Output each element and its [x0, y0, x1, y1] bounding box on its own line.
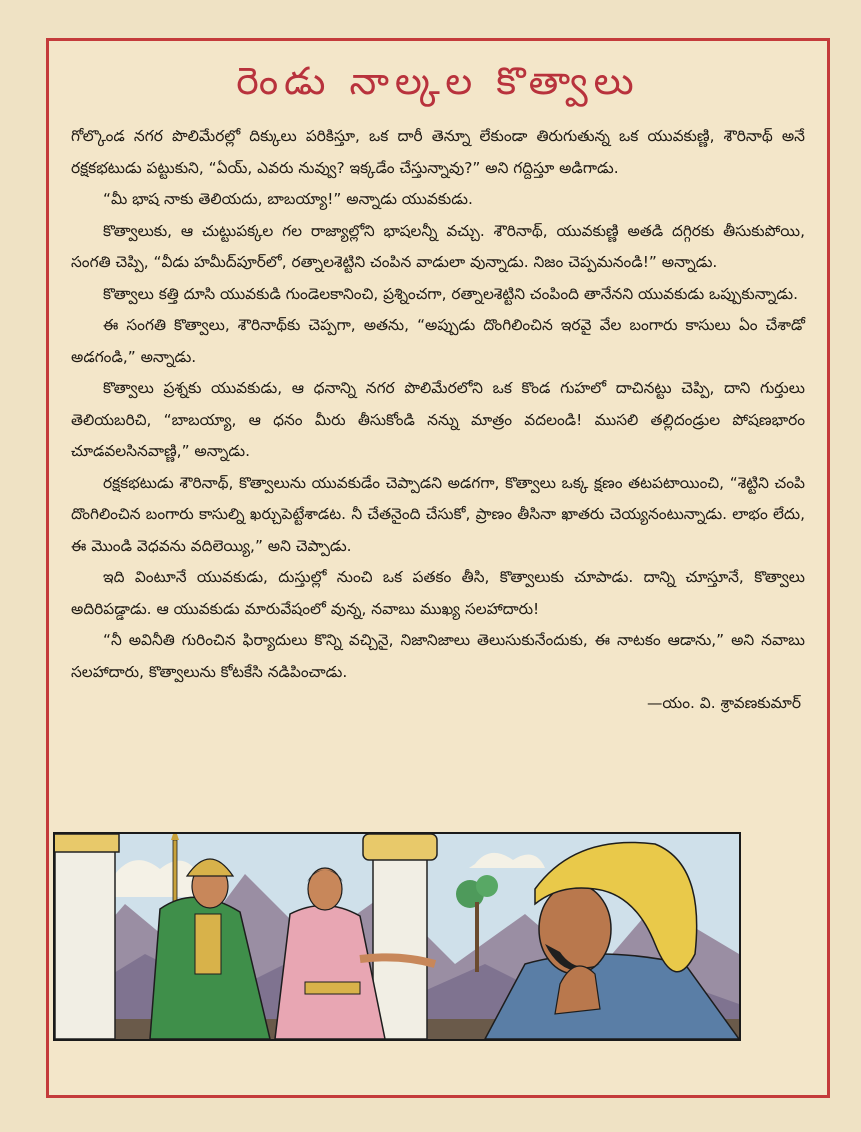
- paragraph-6: కొత్వాలు ప్రశ్నకు యువకుడు, ఆ ధనాన్ని నగర పొలిమేరలోని ఒక కొండ గుహలో దాచినట్టు చెప్పి, దాని గుర్తులు తెలియబరిచి, “బాబయ్యా, ఆ ధనం మీరు తీసుకోండి నన్ను మాత్రం వదలండి! ముసలి తల్లిదండ్రుల పోషణభారం చూడవలసినవాణ్ణి,” అన్నాడు.: [71, 379, 805, 460]
- kotwal-face: [539, 884, 611, 974]
- tree-foliage: [476, 875, 498, 897]
- illustration-scene: [55, 834, 739, 1039]
- paragraph-5: ఈ సంగతి కొత్వాలు, శౌరినాథ్‌కు చెప్పగా, అతను, “అప్పుడు దొంగిలించిన ఇరవై వేల బంగారు కాసులు ఏం చేశాడో అడగండి,” అన్నాడు.: [71, 316, 805, 366]
- pillar-capital: [363, 834, 437, 860]
- paragraph-8: ఇది వింటూనే యువకుడు, దుస్తుల్లో నుంచి ఒక పతకం తీసి, కొత్వాలుకు చూపాడు. దాన్ని చూస్తూనే, కొత్వాలు అదిరిపడ్డాడు. ఆ యువకుడు మారువేషంలో వున్న, నవాబు ముఖ్య సలహాదారు!: [71, 568, 805, 618]
- pillar-capital: [55, 834, 119, 852]
- paragraph-7: రక్షకభటుడు శౌరినాథ్, కొత్వాలును యువకుడేం చెప్పాడని అడగగా, కొత్వాలు ఒక్క క్షణం తటపటాయించి, “శెట్టిని చంపి దొంగిలించిన బంగారు కాసుల్ని ఖర్చుపెట్టేశాడట. నీ చేతనైంది చేసుకో, ప్రాణం తీసినా ఖాతరు చెయ్యనంటున్నాడు. లాభం లేదు, ఈ మొండి వెధవను వదిలెయ్యి,” అని చెప్పాడు.: [71, 473, 805, 555]
- paragraph-3: కొత్వాలుకు, ఆ చుట్టుపక్కల గల రాజ్యాల్లోని భాషలన్నీ వచ్చు. శౌరినాథ్, యువకుణ్ణి అతడి దగ్గిరకు తీసుకుపోయి, సంగతి చెప్పి, “వీడు హమీద్‌పూర్‌లో, రత్నాలశెట్టిని చంపిన వాడులా వున్నాడు. నిజం చెప్పమనండి!” అన్నాడు.: [71, 221, 805, 271]
- paragraph-4: కొత్వాలు కత్తి దూసి యువకుడి గుండెలకానించి, ప్రశ్నించగా, రత్నాలశెట్టిని చంపింది తానేనని యువకుడు ఒప్పుకున్నాడు.: [103, 284, 798, 303]
- story-illustration: [53, 832, 741, 1041]
- story-title: రెండు నాల్కల కొత్వాలు: [236, 59, 640, 103]
- pillar-middle: [373, 852, 427, 1039]
- story-body: [71, 121, 805, 720]
- author-credit: —యం. వి. శ్రావణకుమార్: [647, 694, 801, 712]
- paragraph-2: “మీ భాష నాకు తెలియదు, బాబయ్యా!” అన్నాడు యువకుడు.: [103, 190, 473, 208]
- young-man-belt: [305, 982, 360, 994]
- guard-sash: [195, 914, 221, 974]
- paragraph-1: గోల్కొండ నగర పొలిమేరల్లో దిక్కులు పరికిస్తూ, ఒక దారీ తెన్నూ లేకుండా తిరుగుతున్న ఒక యువకుణ్ణి, శౌరినాథ్ అనే రక్షకభటుడు పట్టుకుని, “ఏయ్, ఎవరు నువ్వు? ఇక్కడేం చేస్తున్నావు?” అని గద్దిస్తూ అడిగాడు.: [71, 127, 805, 177]
- paragraph-9: “నీ అవినీతి గురించిన ఫిర్యాదులు కొన్ని వచ్చినై, నిజానిజాలు తెలుసుకునేందుకు, ఈ నాటకం ఆడాను,” అని నవాబు సలహాదారు, కొత్వాలును కోటకేసి నడిపించాడు.: [71, 631, 805, 681]
- tree-trunk: [475, 902, 479, 972]
- pillar-left: [55, 834, 115, 1039]
